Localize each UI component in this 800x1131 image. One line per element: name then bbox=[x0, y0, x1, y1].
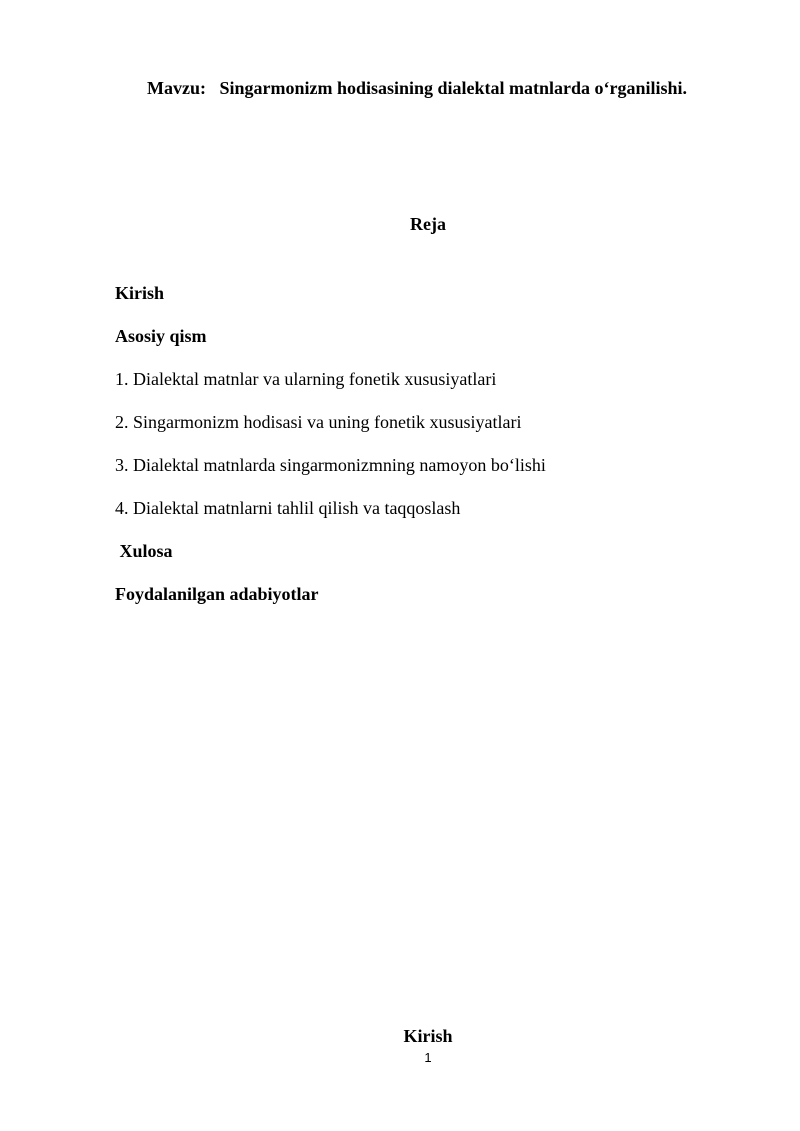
plan-heading: Reja bbox=[410, 214, 446, 234]
plan-item-main-part: Asosiy qism bbox=[115, 326, 207, 346]
plan-item-4: 4. Dialektal matnlarni tahlil qilish va taqqoslash bbox=[115, 498, 461, 518]
topic-title: Mavzu: Singarmonizm hodisasining dialektal matnlarda o‘rganilishi. bbox=[147, 78, 688, 98]
plan-item-conclusion: Xulosa bbox=[115, 541, 173, 561]
plan-item-2: 2. Singarmonizm hodisasi va uning fonetik xususiyatlari bbox=[115, 412, 522, 432]
plan-item-references: Foydalanilgan adabiyotlar bbox=[115, 584, 319, 604]
plan-item-3: 3. Dialektal matnlarda singarmonizmning namoyon bo‘lishi bbox=[115, 455, 546, 475]
section-heading-intro: Kirish bbox=[403, 1026, 453, 1046]
page-number: 1 bbox=[424, 1050, 432, 1065]
plan-item-intro: Kirish bbox=[115, 283, 165, 303]
plan-item-1: 1. Dialektal matnlar va ularning fonetik xususiyatlari bbox=[115, 369, 497, 389]
